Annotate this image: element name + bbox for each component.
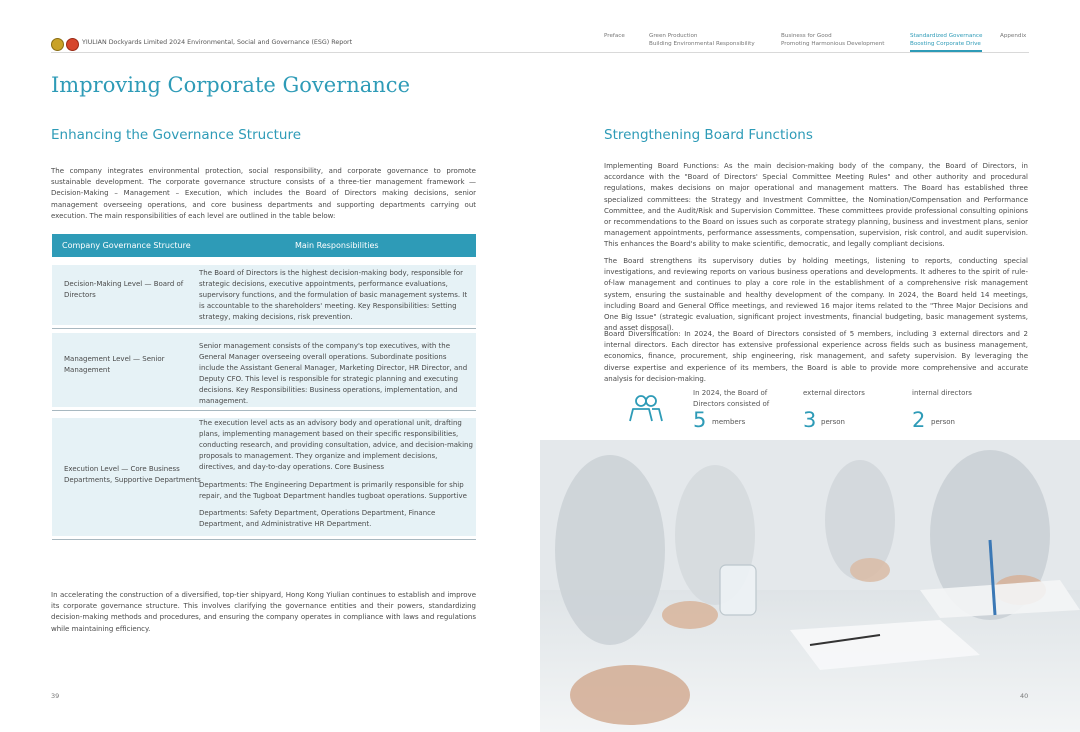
board-functions-paragraph: Implementing Board Functions: As the main decision-making body of the company, the Board of Directors, in accordance with the "Board of Directors' Special Committee Meeting Rules" and other authority and procedural regulations, makes decisions on major operational and management matters. The Board has established three specialized committees: the Strategy and Investment Committee, the Nomination/Compensation and Performance Committee, and the Audit/Risk and Supervision Committee. These committees provide professional consulting opinions or recommendations to the Board on issues such as corporate strategy planning, business and investment plans, senior management appointments, performance assessments, compensation, supervision, risk control, and audit supervision. This enhances the Board's ability to make scientific, democratic, and legally compliant decisions.	[604, 162, 1028, 249]
governance-table	[52, 234, 476, 544]
intro-paragraph: The company integrates environmental protection, social responsibility, and corporate governance to promote sustainable development. The corporate governance structure consists of a three-tier management framework — Decision-Making – Management – Execution, which includes the Board of Directors making decisions, senior management overseeing operations, and core business departments and supporting departments carrying out execution. The main responsibilities of each level are outlined in the table below:	[51, 167, 476, 220]
row-description: The execution level acts as an advisory body and operational unit, drafting plans, implementing management based on their specific responsibilities, conducting research, and providing consultation, advice, and decision-making proposals to management. They organize and implement decisions, directives, and day-to-day operations. Core Business	[199, 419, 473, 471]
stat-board-label: In 2024, the Board of Directors consisted of	[693, 389, 770, 408]
header-divider	[51, 52, 1029, 53]
closing-paragraph: In accelerating the construction of a diversified, top-tier shipyard, Hong Kong Yiulian continues to establish and improve its corporate governance structure. This involves clarifying the governance entities and their powers, standardizing decision-making methods and procedures, and ensuring the company operates in compliance with laws and regulations while maintaining efficiency.	[51, 591, 476, 633]
row-description: Departments: The Engineering Department is primarily responsible for ship repair, and the Tugboat Department handles tugboat operations. Supportive	[199, 481, 467, 500]
table-row	[52, 265, 476, 325]
row-divider	[52, 539, 476, 541]
nav-appendix[interactable]: Appendix	[1000, 33, 1027, 39]
table-header	[52, 234, 476, 257]
board-supervision-paragraph: The Board strengthens its supervisory duties by holding meetings, listening to reports, conducting special investigations, and reviewing reports on various business operations and developments. It adheres to the spirit of rule-of-law management and continues to play a core role in the establishment of a comprehensive risk management system, ensuring the sustainable and healthy development of the company. In 2024, the Board held 14 meetings, including Board and General Office meetings, and reviewed 16 major items related to the "Three Major Decisions and One Big Issue" (strategic evaluation, significant project investments, financial budgeting, basic management systems, and asset disposal).	[604, 257, 1028, 333]
row-label: Management Level — Senior Management	[64, 355, 165, 374]
nav-green-production[interactable]: Green Production Building Environmental Responsibility	[649, 33, 755, 47]
stat-external-label: external directors	[803, 389, 865, 397]
people-icon	[628, 392, 664, 424]
nav-standardized-governance[interactable]: Standardized Governance Boosting Corporate Drive	[910, 33, 983, 47]
nav-preface[interactable]: Preface	[604, 33, 625, 39]
board-diversification-paragraph: Board Diversification: In 2024, the Board of Directors consisted of 5 members, including 3 external directors and 2 internal directors. Each director has extensive professional experience across fields such as business management, economics, finance, procurement, ship engineering, risk management, and safety supervision. By leveraging the diverse expertise and experience of its members, the Board is able to provide more comprehensive and accurate analysis for decision-making.	[604, 330, 1028, 383]
section-title-board-functions: Strengthening Board Functions	[604, 127, 813, 143]
stat-board-value: 5	[693, 408, 707, 432]
row-label: Execution Level — Core Business Departments, Supportive Departments	[64, 465, 201, 484]
stat-board-unit: members	[712, 418, 746, 426]
section-title-governance-structure: Enhancing the Governance Structure	[51, 127, 302, 143]
row-description: The Board of Directors is the highest decision-making body, responsible for strategic decisions, executive appointments, performance evaluations, supervisory functions, and the formulation of basic management systems. It is accountable to the shareholders' meeting. Key Responsibilities: Setting strategy, making decisions, risk prevention.	[199, 269, 468, 321]
row-label: Decision-Making Level — Board of Directors	[64, 280, 184, 299]
page-number-left: 39	[51, 692, 60, 700]
table-row	[52, 333, 476, 407]
page-number-right: 40	[1020, 692, 1029, 700]
nav-business-for-good[interactable]: Business for Good Promoting Harmonious Development	[781, 33, 885, 47]
table-row	[52, 418, 476, 536]
meeting-scene-illustration	[540, 440, 1080, 732]
stat-internal-label: internal directors	[912, 389, 972, 397]
stat-internal-value: 2	[912, 408, 926, 432]
table-header-responsibilities: Main Responsibilities	[295, 241, 379, 250]
row-description: Departments: Safety Department, Operations Department, Finance Department, and Administrative HR Department.	[199, 509, 436, 528]
row-divider	[52, 410, 476, 412]
page-title: Improving Corporate Governance	[51, 73, 410, 97]
row-divider	[52, 328, 476, 330]
stat-internal-unit: person	[931, 418, 955, 426]
group-logo-icon	[66, 38, 79, 51]
stat-external-value: 3	[803, 408, 817, 432]
stat-external-unit: person	[821, 418, 845, 426]
report-title: YIULIAN Dockyards Limited 2024 Environmental, Social and Governance (ESG) Report	[82, 39, 353, 46]
meeting-photo	[540, 440, 1080, 732]
table-header-structure: Company Governance Structure	[62, 241, 191, 250]
row-description: Senior management consists of the company's top executives, with the General Manager overseeing overall operations. Subordinate positions include the Assistant General Manager, Marketing Director, HR Director, and Deputy CFO. This level is responsible for strategic planning and executing decisions. Key Responsibilities: Business operations, implementation, and management.	[199, 342, 468, 405]
company-logo-icon	[51, 38, 64, 51]
